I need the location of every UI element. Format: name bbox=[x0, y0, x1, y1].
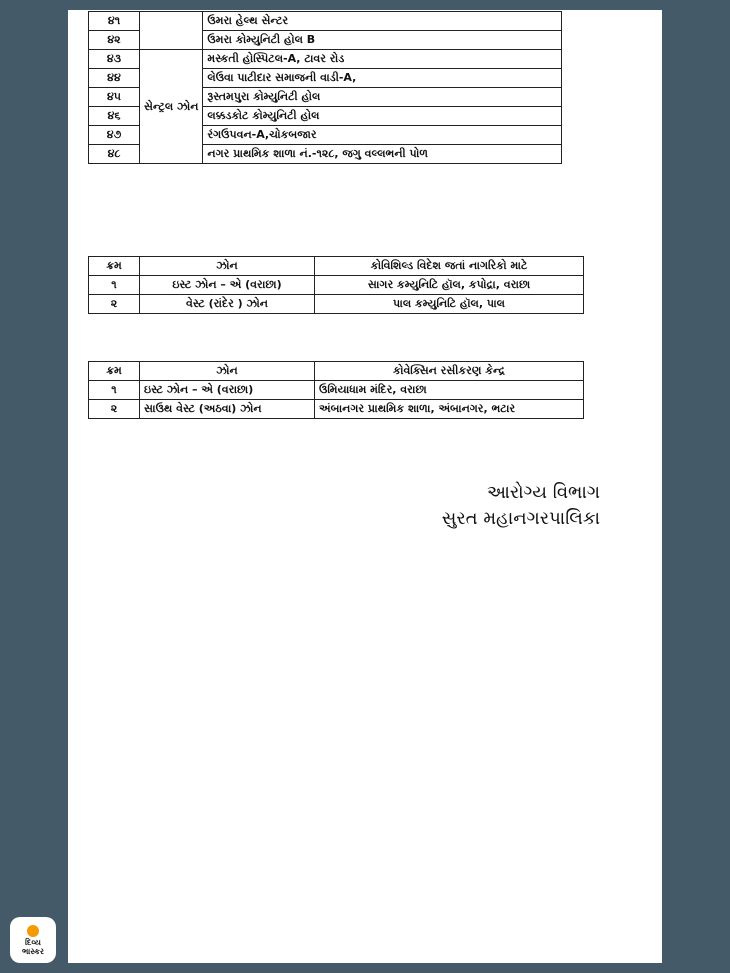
serial-cell: ૪૩ bbox=[89, 50, 140, 69]
divya-bhaskar-logo bbox=[10, 917, 56, 963]
zone-cell: ઇસ્ટ ઝોન – એ (વરાછા) bbox=[140, 276, 315, 295]
center-cell: ઉમિયાધામ મંદિર, વરાછા bbox=[315, 381, 584, 400]
zone-cell: સાઉથ વેસ્ટ (અઠવા) ઝોન bbox=[140, 400, 315, 419]
table-row bbox=[89, 381, 584, 400]
serial-cell: ૪૫ bbox=[89, 88, 140, 107]
center-cell: મસ્કતી હોસ્પિટલ-A, ટાવર રોડ bbox=[203, 50, 562, 69]
corporation-name: સુરત મહાનગરપાલિકા bbox=[441, 508, 600, 529]
serial-cell: ૪૨ bbox=[89, 31, 140, 50]
serial-cell: ૪૬ bbox=[89, 107, 140, 126]
zone-header: ઝોન bbox=[140, 257, 315, 276]
zone-header: ઝોન bbox=[140, 362, 315, 381]
table-header-row bbox=[89, 257, 584, 276]
serial-cell: ૧ bbox=[89, 276, 140, 295]
center-cell: રૂસ્તમપુરા કોમ્યુનિટી હોલ bbox=[203, 88, 562, 107]
center-header: કોવેક્સિન રસીકરણ કેન્દ્ર bbox=[315, 362, 584, 381]
serial-cell: ૪૮ bbox=[89, 145, 140, 164]
center-cell: લેઉવા પાટીદાર સમાજની વાડી-A, bbox=[203, 69, 562, 88]
table-row bbox=[89, 295, 584, 314]
center-cell: ઉમરા હેલ્થ સેન્ટર bbox=[203, 12, 562, 31]
serial-cell: ૪૪ bbox=[89, 69, 140, 88]
serial-cell: ૪૭ bbox=[89, 126, 140, 145]
zone-cell bbox=[140, 12, 203, 50]
department-signature bbox=[442, 480, 600, 532]
table-row bbox=[89, 276, 584, 295]
serial-cell: ૧ bbox=[89, 381, 140, 400]
zone-cell: ઇસ્ટ ઝોન – એ (વરાછા) bbox=[140, 381, 315, 400]
center-cell: સાગર કમ્યુનિટિ હૉલ, કપોદ્રા, વરાછા bbox=[315, 276, 584, 295]
logo-line-2: ભાસ્કર bbox=[21, 946, 45, 956]
sun-icon bbox=[27, 925, 39, 937]
center-cell: ઉમરા કોમ્યુનિટી હોલ B bbox=[203, 31, 562, 50]
zone-cell: સેન્ટ્રલ ઝોન bbox=[140, 50, 203, 164]
table-row bbox=[89, 12, 562, 31]
center-header: કોવિશિલ્ડ વિદેશ જતાં નાગરિકો માટે bbox=[315, 257, 584, 276]
center-cell: નગર પ્રાથમિક શાળા નં.-૧૨૮, જગુ વલ્લભની પોળ bbox=[203, 145, 562, 164]
covaxin-table bbox=[88, 361, 584, 419]
serial-cell: ૪૧ bbox=[89, 12, 140, 31]
table-row bbox=[89, 400, 584, 419]
serial-header: ક્રમ bbox=[89, 257, 140, 276]
centers-table-continued bbox=[88, 11, 562, 164]
table-header-row bbox=[89, 362, 584, 381]
serial-header: ક્રમ bbox=[89, 362, 140, 381]
zone-cell: વેસ્ટ (રાંદેર ) ઝોન bbox=[140, 295, 315, 314]
covishield-table bbox=[88, 256, 584, 314]
table-row bbox=[89, 50, 562, 69]
center-cell: પાલ કમ્યુનિટિ હૉલ, પાલ bbox=[315, 295, 584, 314]
center-cell: લક્કડકોટ કોમ્યુનિટી હોલ bbox=[203, 107, 562, 126]
serial-cell: ૨ bbox=[89, 295, 140, 314]
center-cell: રંગઉપવન-A,ચોકબજાર bbox=[203, 126, 562, 145]
department-name: આરોગ્ય વિભાગ bbox=[486, 482, 600, 503]
serial-cell: ૨ bbox=[89, 400, 140, 419]
center-cell: અંબાનગર પ્રાથમિક શાળા, અંબાનગર, ભટાર bbox=[315, 400, 584, 419]
logo-line-1: દિવ્ય bbox=[25, 937, 41, 947]
document-page bbox=[68, 10, 662, 963]
